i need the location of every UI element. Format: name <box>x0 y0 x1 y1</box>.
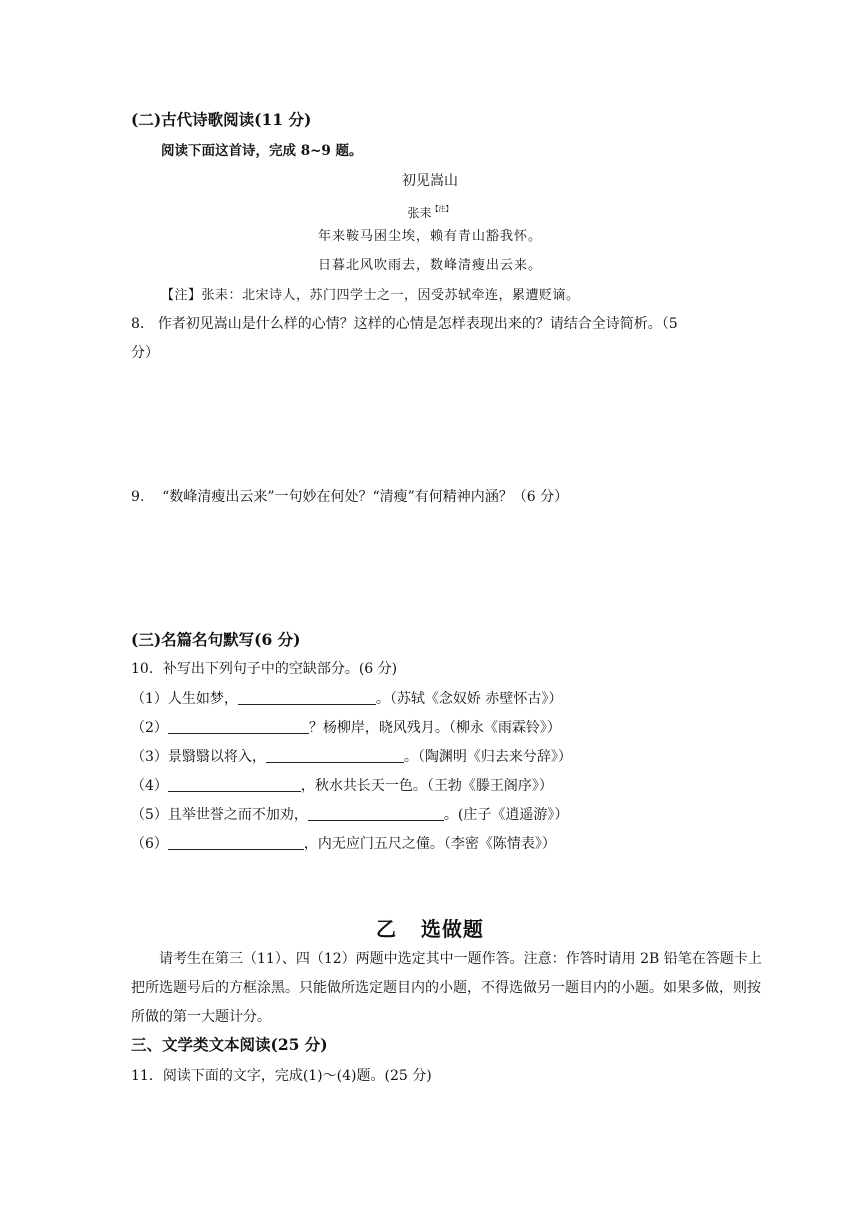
poem-author: 张耒$^{【注】}$ <box>407 205 453 220</box>
answer-blank[interactable] <box>168 719 309 734</box>
question-11: 11．阅读下面的文字，完成(1)～(4)题。(25 分) <box>131 1068 432 1084</box>
poem-annotation: 【注】张耒：北宋诗人，苏门四学士之一，因受苏轼牵连，累遭贬谪。 <box>161 288 580 303</box>
poem-line-1: 年来鞍马困尘埃，赖有青山豁我怀。 <box>317 229 542 244</box>
poetry-instruction: 阅读下面这首诗，完成 8~9 题。 <box>161 143 363 159</box>
answer-blank[interactable] <box>308 806 444 821</box>
fill-item-3: （3）景翳翳以将入， 。（陶渊明《归去来兮辞》） <box>131 749 572 765</box>
question-8-line-2: 分） <box>131 345 159 361</box>
answer-blank[interactable] <box>266 748 404 763</box>
fill-item-1: （1）人生如梦， 。（苏轼《念奴娇 赤壁怀古》） <box>131 691 563 707</box>
note-mark: 【注】 <box>431 205 453 213</box>
fill-item-4: （4） ，秋水共长天一色。（王勃《滕王阁序》） <box>131 778 553 794</box>
fill-item-5: （5）且举世誉之而不加劝， 。(庄子《逍遥游》） <box>131 807 569 823</box>
section-heading-recitation: (三)名篇名句默写(6 分) <box>131 630 301 649</box>
section-heading-poetry: (二)古代诗歌阅读(11 分) <box>131 110 312 129</box>
question-8-line-1: 8. 作者初见嵩山是什么样的心情？这样的心情是怎样表现出来的？请结合全诗简析。（5 <box>131 316 678 332</box>
answer-blank[interactable] <box>168 777 301 792</box>
question-10: 10．补写出下列句子中的空缺部分。(6 分) <box>131 661 398 677</box>
fill-item-2: （2） ？杨柳岸，晓风残月。（柳永《雨霖铃》） <box>131 720 561 736</box>
poem-title: 初见嵩山 <box>402 173 458 189</box>
question-9: 9. “数峰清瘦出云来”一句妙在何处？“清瘦”有何精神内涵？（6 分） <box>131 489 569 505</box>
section-heading-literary: 三、文学类文本阅读(25 分) <box>131 1035 328 1054</box>
poem-line-2: 日暮北风吹雨去，数峰清瘦出云来。 <box>317 258 542 273</box>
answer-blank[interactable] <box>168 835 304 850</box>
answer-blank[interactable] <box>238 690 376 705</box>
part-b-instructions: 请考生在第三（11）、四（12）两题中选定其中一题作答。注意：作答时请用 2B 铅笔在答题卡上把所选题号后的方框涂黑。只能做所选定题目内的小题，不得选做另一题目内的小题。如果多做，则按所做的第一大题计分。 <box>131 951 762 1025</box>
part-b-title: 乙 选做题 <box>376 917 484 941</box>
fill-item-6: （6） ，内无应门五尺之僮。（李密《陈情表》） <box>131 836 556 852</box>
